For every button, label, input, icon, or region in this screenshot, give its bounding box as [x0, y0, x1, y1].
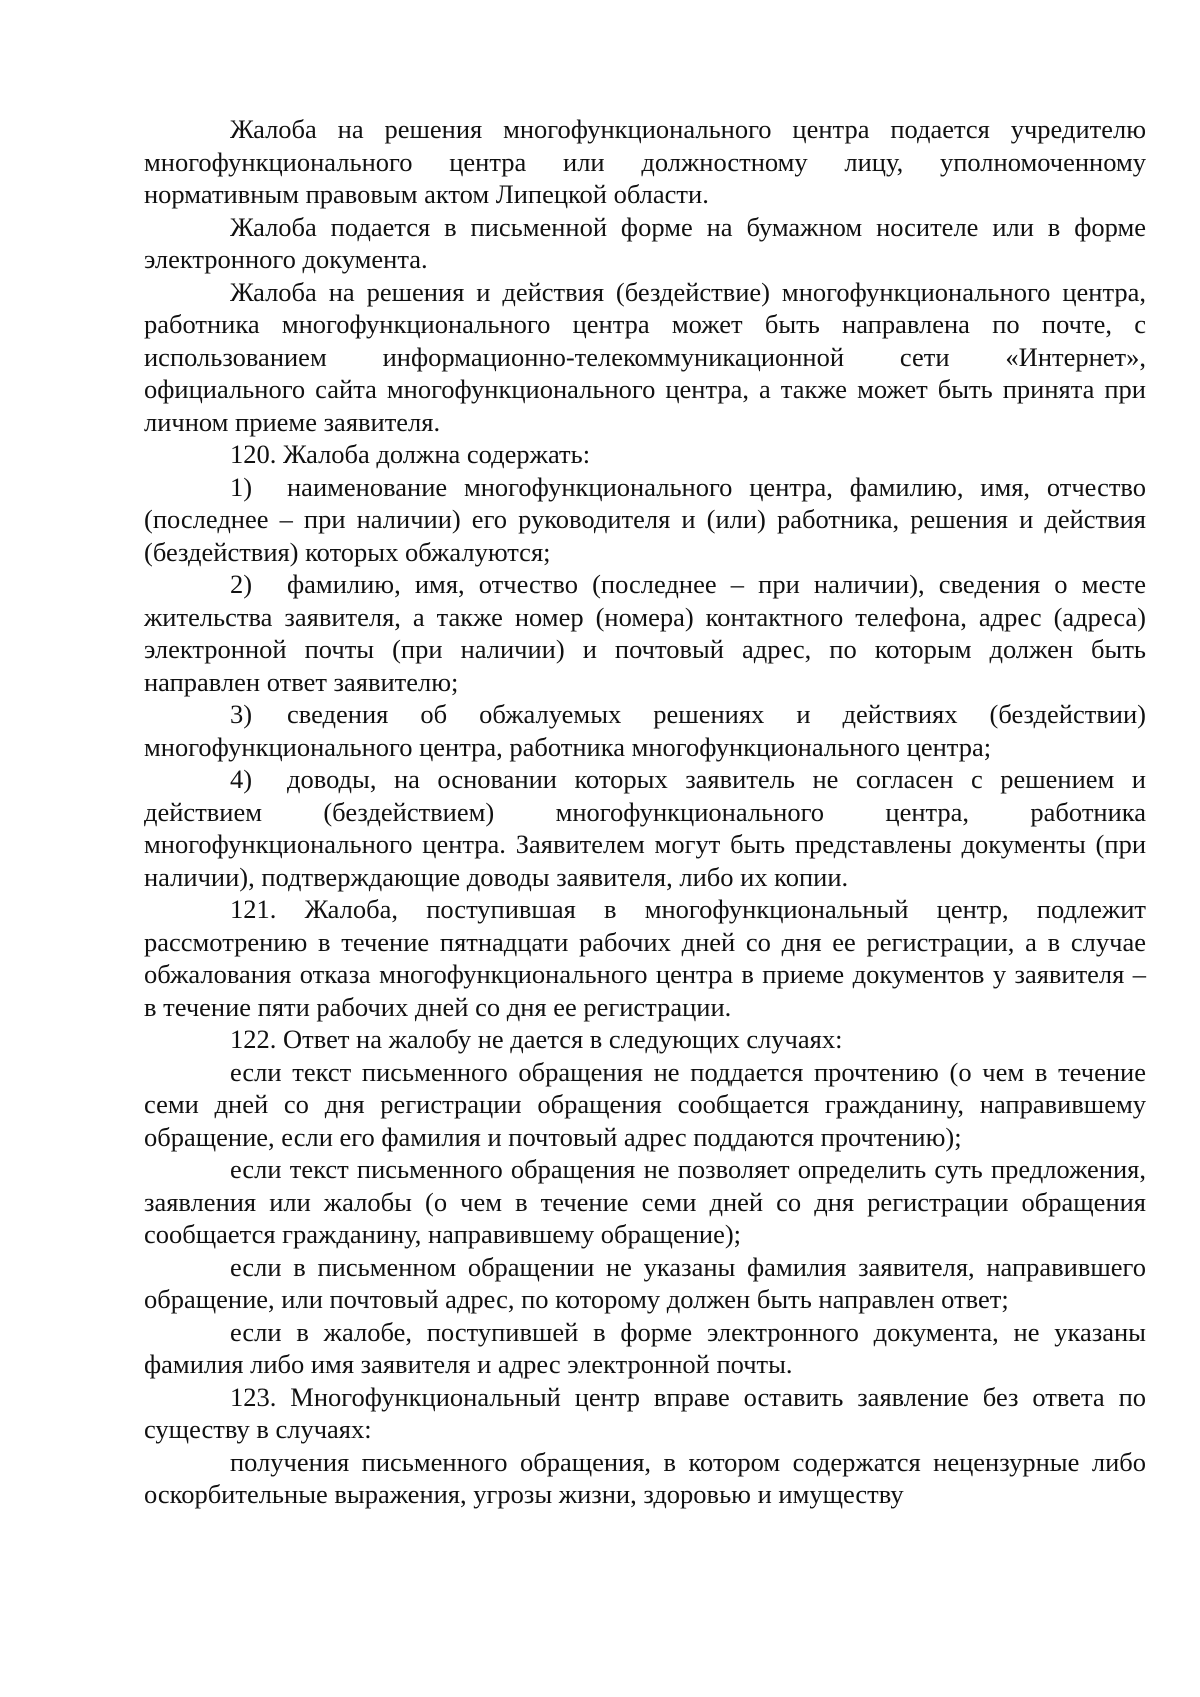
list-item — [144, 471, 1146, 569]
list-item-number: 4) — [230, 764, 253, 794]
paragraph: Жалоба на решения и действия (бездействие) многофункционального центра, работника многофункционального центра может быть направлена по почте, с использованием информационно-телекоммуникационной сети «Интернет», официального сайта многофункционального центра, а также может быть принята при личном приеме заявителя. — [144, 276, 1146, 437]
paragraph: если текст письменного обращения не поддается прочтению (о чем в течение семи дней со дня регистрации обращения сообщается гражданину, направившему обращение, если его фамилия и почтовый адрес поддаются прочтению); — [144, 1056, 1146, 1152]
list-item-text: сведения об обжалуемых решениях и действиях (бездействии) многофункционального центра, работника многофункционального центра; — [144, 699, 1146, 762]
list-item-text: фамилию, имя, отчество (последнее – при наличии), сведения о месте жительства заявителя, а также номер (номера) контактного телефона, адрес (адреса) электронной почты (при наличии) и почтовый адрес, по которым должен быть направлен ответ заявителю; — [144, 569, 1146, 697]
list-item — [144, 568, 1146, 698]
list-item-text: наименование многофункционального центра, фамилию, имя, отчество (последнее – при наличии) его руководителя и (или) работника, решения и действия (бездействия) которых обжалуются; — [144, 471, 1146, 567]
list-item — [144, 763, 1146, 893]
document-body — [144, 113, 1146, 1511]
section-heading-122: 122. Ответ на жалобу не дается в следующих случаях: — [230, 1024, 843, 1054]
paragraph: если в жалобе, поступившей в форме электронного документа, не указаны фамилия либо имя заявителя и адрес электронной почты. — [144, 1316, 1146, 1379]
paragraph: получения письменного обращения, в котором содержатся нецензурные либо оскорбительные выражения, угрозы жизни, здоровью и имуществу — [144, 1446, 1146, 1509]
list-item-number: 2) — [230, 569, 253, 599]
paragraph: Жалоба подается в письменной форме на бумажном носителе или в форме электронного документа. — [144, 211, 1146, 274]
list-item-text: доводы, на основании которых заявитель не согласен с решением и действием (бездействием) многофункционального центра, работника многофункционального центра. Заявителем могут быть представлены документы (при наличии), подтверждающие доводы заявителя, либо их копии. — [144, 764, 1146, 892]
paragraph: если в письменном обращении не указаны фамилия заявителя, направившего обращение, или почтовый адрес, по которому должен быть направлен ответ; — [144, 1251, 1146, 1314]
paragraph: если текст письменного обращения не позволяет определить суть предложения, заявления или жалобы (о чем в течение семи дней со дня регистрации обращения сообщается гражданину, направившему обращение); — [144, 1154, 1146, 1249]
list-item-number: 1) — [230, 471, 253, 502]
paragraph: Жалоба на решения многофункционального центра подается учредителю многофункционального центра или должностному лицу, уполномоченному нормативным правовым актом Липецкой области. — [144, 114, 1146, 209]
section-heading-123: 123. Многофункциональный центр вправе оставить заявление без ответа по существу в случаях: — [144, 1381, 1146, 1444]
section-heading-120: 120. Жалоба должна содержать: — [230, 439, 591, 469]
list-item-number: 3) — [230, 699, 253, 729]
list-item — [144, 698, 1146, 763]
section-paragraph-121: 121. Жалоба, поступившая в многофункциональный центр, подлежит рассмотрению в течение пятнадцати рабочих дней со дня ее регистрации, а в случае обжалования отказа многофункционального центра в приеме документов у заявителя – в течение пяти рабочих дней со дня ее регистрации. — [144, 894, 1146, 1022]
